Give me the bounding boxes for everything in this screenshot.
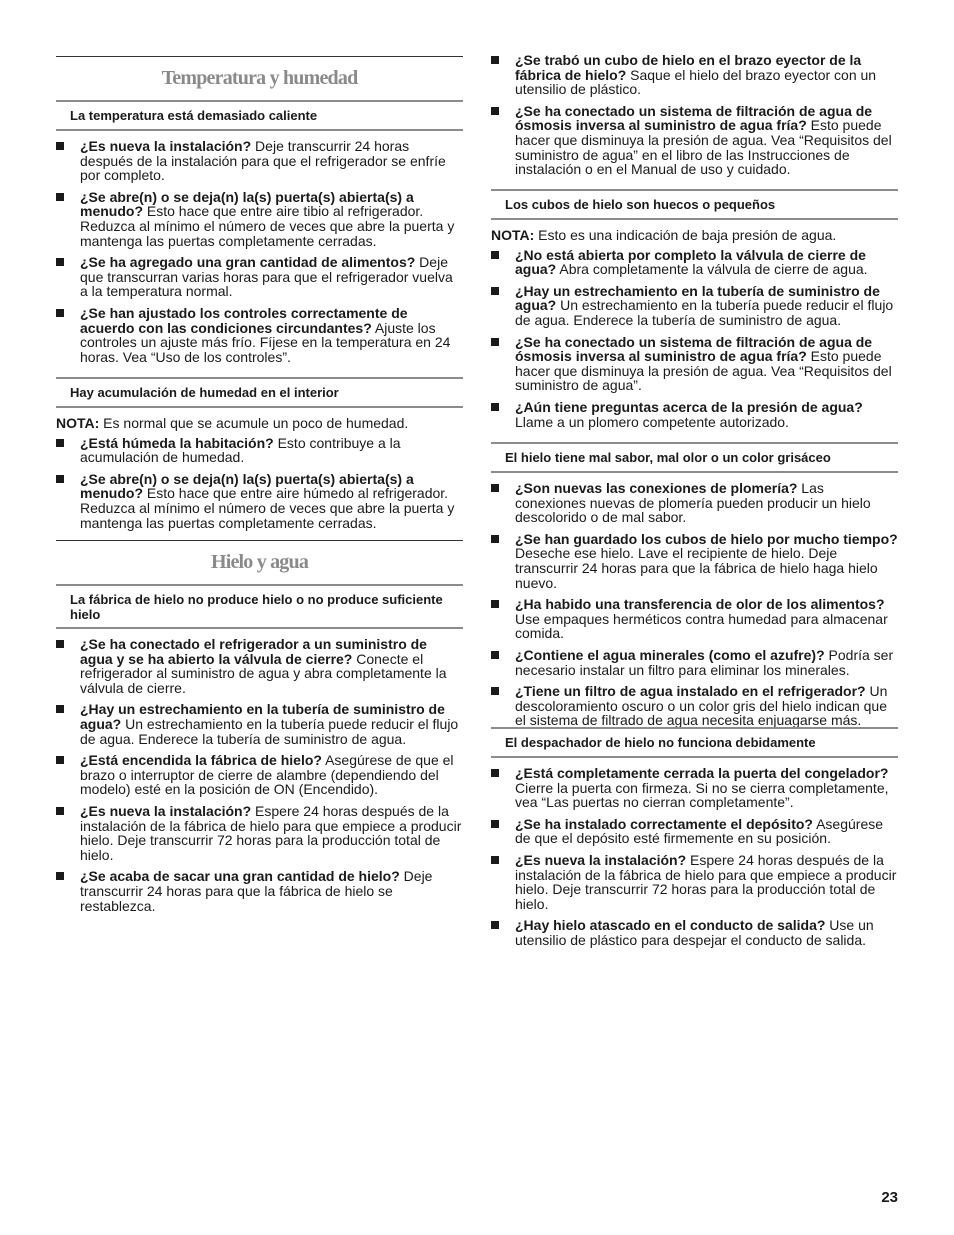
square-bullet-icon [491, 56, 499, 64]
list-item: ¿Aún tiene preguntas acerca de la presión de agua? Llame a un plomero competente autorizado. [491, 400, 898, 429]
list-item: ¿Se abre(n) o se deja(n) la(s) puerta(s) abierta(s) a menudo? Esto hace que entre aire húmedo al refrigerador. Reduzca al mínimo el número de veces que abre la puerta y mantenga las puertas completamente cerradas. [56, 472, 463, 530]
square-bullet-icon [56, 309, 64, 317]
list-humedad [56, 416, 463, 537]
list-temperatura-caliente [56, 139, 463, 371]
list-item: ¿Se ha conectado un sistema de filtración de agua de ósmosis inversa al suministro de agua fría? Esto puede hacer que disminuya la presión de agua. Vea “Requisitos del suministro de agua” en el libro de las Instrucciones de instalación o en el Manual de uso y cuidado. [491, 104, 898, 177]
square-bullet-icon [56, 193, 64, 201]
list-fabrica-hielo [56, 637, 463, 920]
list-item: ¿Se han guardado los cubos de hielo por mucho tiempo? Deseche ese hielo. Lave el recipiente de hielo. Deje transcurrir 24 horas para que la fábrica de hielo haga hielo nuevo. [491, 532, 898, 590]
list-item: ¿Está húmeda la habitación? Esto contribuye a la acumulación de humedad. [56, 436, 463, 465]
list-item: ¿Hay hielo atascado en el conducto de salida? Use un utensilio de plástico para despejar el conducto de salida. [491, 918, 898, 947]
square-bullet-icon [56, 258, 64, 266]
square-bullet-icon [491, 921, 499, 929]
list-item: ¿Tiene un filtro de agua instalado en el refrigerador? Un descoloramiento oscuro o un color gris del hielo indican que el sistema de filtrado de agua necesita enjuagarse más. [491, 684, 898, 728]
list-cubos-huecos [491, 228, 898, 436]
square-bullet-icon [491, 287, 499, 295]
list-item: ¿Se ha agregado una gran cantidad de alimentos? Deje que transcurran varias horas para que el refrigerador vuelva a la temperatura normal. [56, 255, 463, 299]
list-item: ¿Hay un estrechamiento en la tubería de suministro de agua? Un estrechamiento en la tubería puede reducir el flujo de agua. Enderece la tubería de suministro de agua. [56, 702, 463, 746]
list-item: ¿No está abierta por completo la válvula de cierre de agua? Abra completamente la válvula de cierre de agua. [491, 248, 898, 277]
square-bullet-icon [56, 142, 64, 150]
square-bullet-icon [491, 820, 499, 828]
list-item: ¿Se ha instalado correctamente el depósito? Asegúrese de que el depósito esté firmemente en su posición. [491, 817, 898, 846]
subhead-cubos-huecos: Los cubos de hielo son huecos o pequeños [491, 189, 898, 220]
page-number: 23 [881, 1189, 898, 1206]
list-item: ¿Se acaba de sacar una gran cantidad de hielo? Deje transcurrir 24 horas para que la fábrica de hielo se restablezca. [56, 869, 463, 913]
square-bullet-icon [491, 403, 499, 411]
square-bullet-icon [491, 600, 499, 608]
square-bullet-icon [491, 687, 499, 695]
list-mal-sabor [491, 481, 898, 735]
section-title-hielo: Hielo y agua [210, 551, 309, 573]
square-bullet-icon [56, 756, 64, 764]
list-item: ¿Se ha conectado un sistema de filtración de agua de ósmosis inversa al suministro de agua fría? Esto puede hacer que disminuya la presión de agua. Vea “Requisitos del suministro de agua”. [491, 335, 898, 393]
list-item: ¿Está completamente cerrada la puerta del congelador? Cierre la puerta con firmeza. Si no se cierra completamente, vea “Las puertas no cierran completamente”. [491, 766, 898, 810]
nota-presion: NOTA: Esto es una indicación de baja presión de agua. [491, 227, 837, 243]
list-item: ¿Se trabó un cubo de hielo en el brazo eyector de la fábrica de hielo? Saque el hielo del brazo eyector con un utensilio de plástico. [491, 53, 898, 97]
subhead-fabrica-hielo: La fábrica de hielo no produce hielo o no produce suficiente hielo [56, 584, 463, 629]
square-bullet-icon [56, 640, 64, 648]
square-bullet-icon [56, 475, 64, 483]
list-hielo-continuacion [491, 53, 898, 184]
square-bullet-icon [491, 535, 499, 543]
section-rule [56, 540, 463, 541]
list-item: ¿Está encendida la fábrica de hielo? Asegúrese de que el brazo o interruptor de cierre de alambre (dependiendo del modelo) esté en la posición de ON (Encendido). [56, 753, 463, 797]
square-bullet-icon [491, 251, 499, 259]
square-bullet-icon [491, 484, 499, 492]
subhead-temperatura-caliente: La temperatura está demasiado caliente [56, 100, 463, 131]
square-bullet-icon [491, 769, 499, 777]
list-item: ¿Es nueva la instalación? Espere 24 horas después de la instalación de la fábrica de hielo para que empiece a producir hielo. Deje transcurrir 72 horas para la producción total de hielo. [56, 804, 463, 862]
list-item: ¿Se ha conectado el refrigerador a un suministro de agua y se ha abierto la válvula de cierre? Conecte el refrigerador al suministro de agua y abra completamente la válvula de cierre. [56, 637, 463, 695]
square-bullet-icon [491, 107, 499, 115]
square-bullet-icon [56, 807, 64, 815]
subhead-humedad: Hay acumulación de humedad en el interior [56, 377, 463, 408]
square-bullet-icon [491, 856, 499, 864]
list-item: ¿Es nueva la instalación? Deje transcurrir 24 horas después de la instalación para que el refrigerador se enfríe por completo. [56, 139, 463, 183]
square-bullet-icon [56, 439, 64, 447]
list-item: ¿Se han ajustado los controles correctamente de acuerdo con las condiciones circundantes? Ajuste los controles un ajuste más frío. Fíjese en la temperatura en 24 horas. Vea “Uso de los controles”. [56, 306, 463, 364]
list-item: ¿Ha habido una transferencia de olor de los alimentos? Use empaques herméticos contra humedad para almacenar comida. [491, 597, 898, 641]
list-despachador [491, 766, 898, 955]
nota-humedad: NOTA: Es normal que se acumule un poco de humedad. [56, 415, 409, 431]
list-item: ¿Se abre(n) o se deja(n) la(s) puerta(s) abierta(s) a menudo? Esto hace que entre aire tibio al refrigerador. Reduzca al mínimo el número de veces que abre la puerta y mantenga las puertas completamente cerradas. [56, 190, 463, 248]
section-title-temperatura: Temperatura y humedad [161, 67, 358, 89]
list-item: ¿Contiene el agua minerales (como el azufre)? Podría ser necesario instalar un filtro para eliminar los minerales. [491, 648, 898, 677]
list-item: ¿Es nueva la instalación? Espere 24 horas después de la instalación de la fábrica de hielo para que empiece a producir hielo. Deje transcurrir 72 horas para la producción total de hielo. [491, 853, 898, 911]
subhead-despachador: El despachador de hielo no funciona debidamente [491, 727, 898, 758]
square-bullet-icon [491, 651, 499, 659]
list-item: ¿Hay un estrechamiento en la tubería de suministro de agua? Un estrechamiento en la tubería puede reducir el flujo de agua. Enderece la tubería de suministro de agua. [491, 284, 898, 328]
square-bullet-icon [56, 705, 64, 713]
list-item: ¿Son nuevas las conexiones de plomería? Las conexiones nuevas de plomería pueden producir un hielo descolorido o de mal sabor. [491, 481, 898, 525]
subhead-mal-sabor: El hielo tiene mal sabor, mal olor o un color grisáceo [491, 442, 898, 473]
square-bullet-icon [491, 338, 499, 346]
top-rule [56, 56, 463, 57]
square-bullet-icon [56, 872, 64, 880]
